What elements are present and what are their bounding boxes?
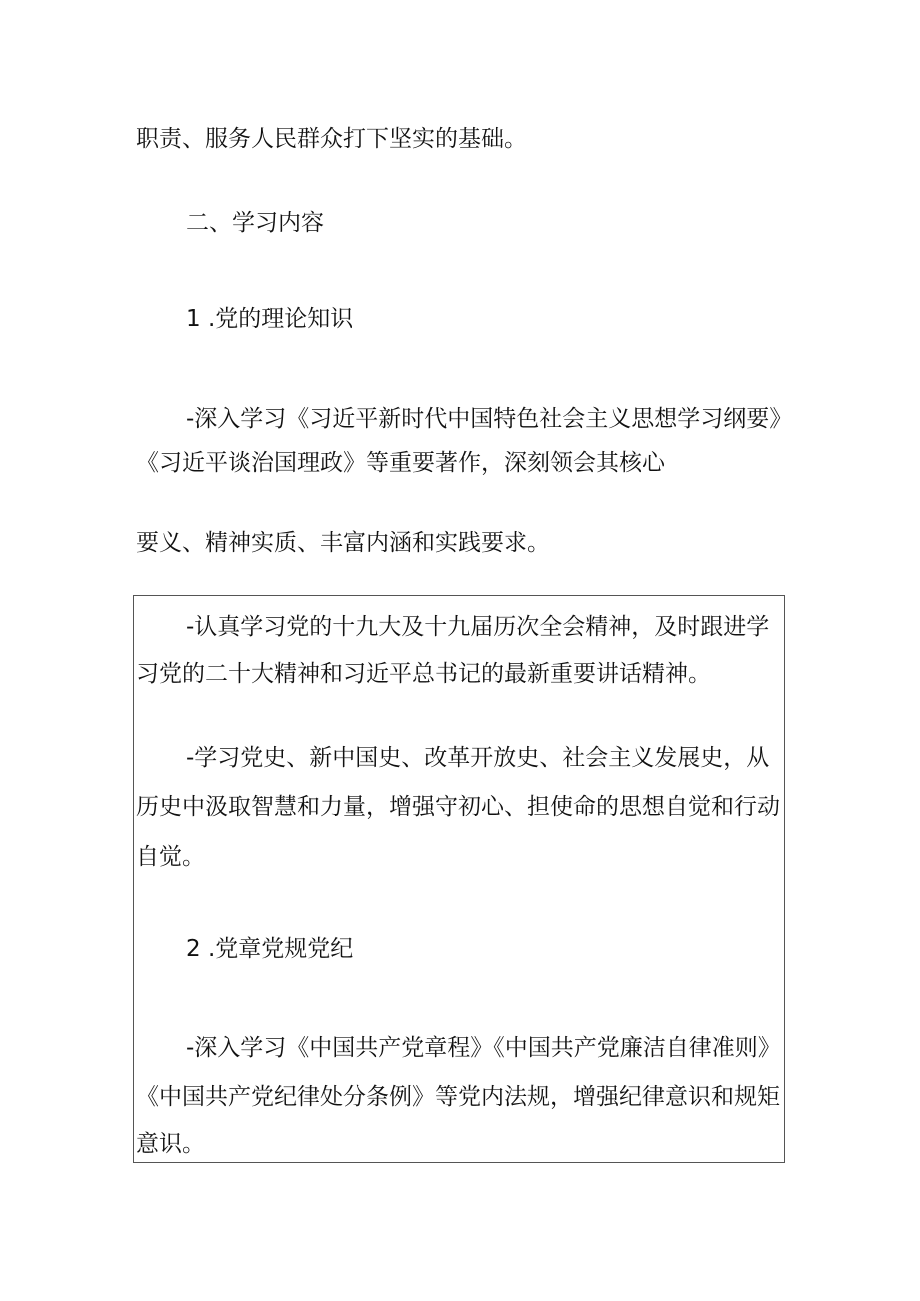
list-item-1-line-2: 《习近平谈治国理政》等重要著作，深刻领会其核心 (136, 450, 665, 476)
subsection-heading-1: 1 .党的理论知识 (186, 306, 354, 332)
list-item-3-line-1: -学习党史、新中国史、改革开放史、社会主义发展史，从 (186, 745, 770, 771)
list-item-2-line-1: -认真学习党的十九大及十九届历次全会精神，及时跟进学 (186, 614, 770, 640)
list-item-1-line-3: 要义、精神实质、丰富内涵和实践要求。 (136, 530, 550, 556)
subsection-heading-2: 2 .党章党规党纪 (186, 936, 354, 962)
list-item-4-line-3: 意识。 (136, 1131, 205, 1157)
list-item-1-line-1: -深入学习《习近平新时代中国特色社会主义思想学习纲要》 (186, 406, 793, 432)
list-item-4-line-1: -深入学习《中国共产党章程》《中国共产党廉洁自律准则》 (186, 1035, 781, 1061)
list-item-4-line-2: 《中国共产党纪律处分条例》等党内法规，增强纪律意识和规矩 (136, 1084, 780, 1110)
list-item-2-line-2: 习党的二十大精神和习近平总书记的最新重要讲话精神。 (136, 661, 711, 687)
paragraph-continuation: 职责、服务人民群众打下坚实的基础。 (136, 126, 527, 152)
list-item-3-line-2: 历史中汲取智慧和力量，增强守初心、担使命的思想自觉和行动 (136, 794, 780, 820)
section-heading: 二、学习内容 (186, 210, 324, 236)
list-item-3-line-3: 自觉。 (136, 844, 205, 870)
